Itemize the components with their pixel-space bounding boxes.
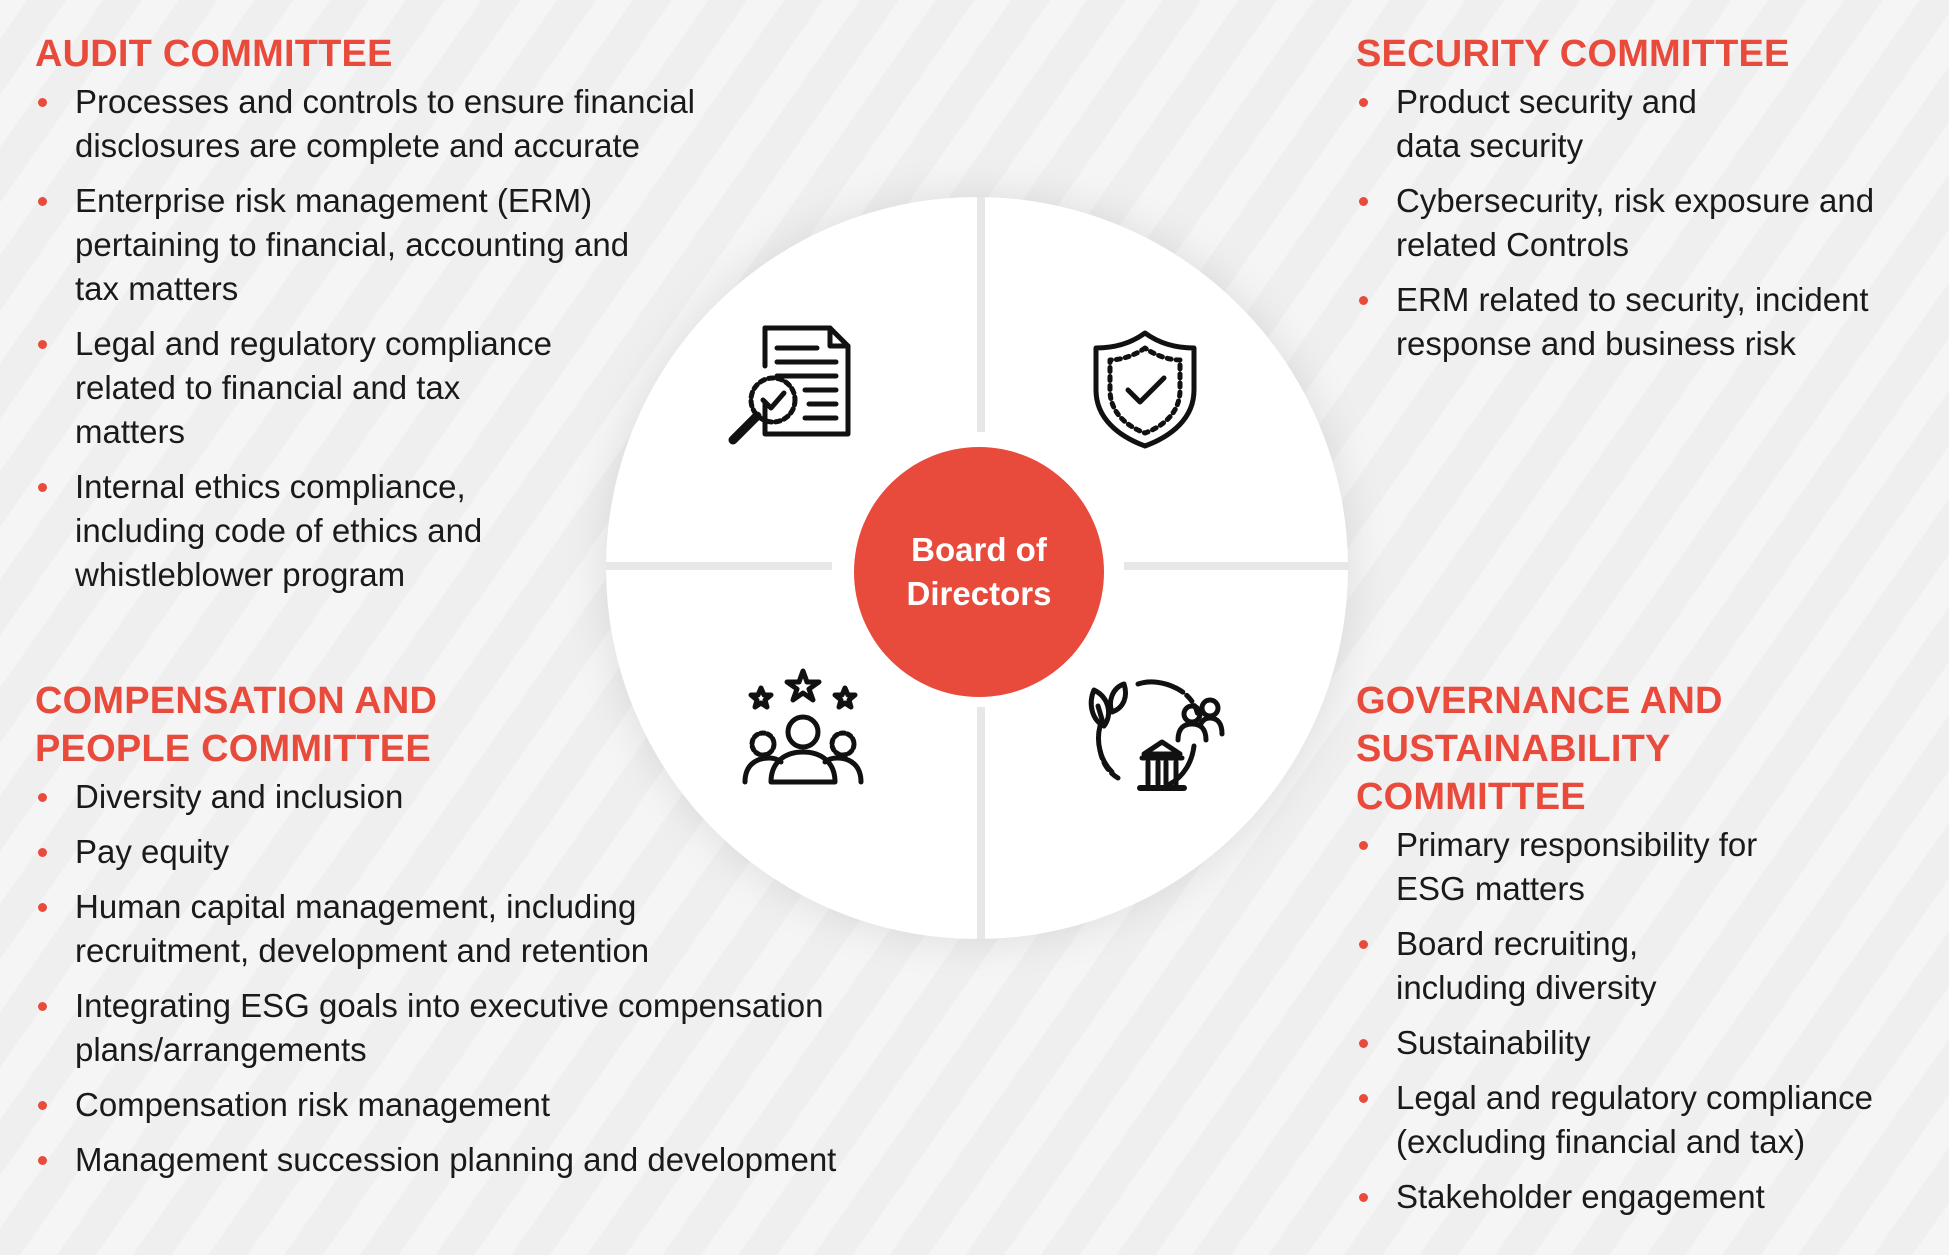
- list-item: Legal and regulatory compliance (excluding financial and tax): [1356, 1076, 1936, 1164]
- list-item: Integrating ESG goals into executive compensation plans/arrangements: [35, 984, 935, 1072]
- sustainability-cycle-icon: [1078, 676, 1228, 802]
- list-item: Cybersecurity, risk exposure and related Controls: [1356, 179, 1936, 267]
- governance-committee-title: GOVERNANCE AND SUSTAINABILITY COMMITTEE: [1356, 680, 1723, 818]
- compensation-committee-title: COMPENSATION AND PEOPLE COMMITTEE: [35, 680, 438, 770]
- list-item: Diversity and inclusion: [35, 775, 935, 819]
- list-item: ERM related to security, incident response and business risk: [1356, 278, 1936, 366]
- audit-committee-title: AUDIT COMMITTEE: [35, 33, 393, 75]
- security-committee-section: [1356, 30, 1936, 377]
- list-item: Primary responsibility for ESG matters: [1356, 823, 1936, 911]
- list-item: Product security and data security: [1356, 80, 1936, 168]
- compensation-committee-list: [35, 775, 935, 1182]
- list-item: Legal and regulatory compliance related to financial and tax matters: [35, 322, 935, 454]
- security-committee-list: [1356, 80, 1936, 366]
- list-item: Management succession planning and development: [35, 1138, 935, 1182]
- list-item: Sustainability: [1356, 1021, 1936, 1065]
- compensation-committee-section: [35, 677, 935, 1193]
- list-item: Internal ethics compliance, including code of ethics and whistleblower program: [35, 465, 935, 597]
- board-of-directors-label: Board of Directors: [906, 531, 1052, 612]
- list-item: Compensation risk management: [35, 1083, 935, 1127]
- list-item: Human capital management, including recruitment, development and retention: [35, 885, 935, 973]
- wheel-divider-right: [1124, 562, 1348, 570]
- list-item: Stakeholder engagement: [1356, 1175, 1936, 1219]
- list-item: Processes and controls to ensure financial disclosures are complete and accurate: [35, 80, 935, 168]
- audit-committee-section: [35, 30, 935, 608]
- wheel-divider-top: [977, 197, 985, 432]
- audit-committee-list: [35, 80, 935, 597]
- governance-committee-section: [1356, 677, 1936, 1230]
- list-item: Board recruiting, including diversity: [1356, 922, 1936, 1010]
- security-committee-title: SECURITY COMMITTEE: [1356, 33, 1790, 75]
- wheel-divider-bottom: [977, 707, 985, 939]
- list-item: Pay equity: [35, 830, 935, 874]
- list-item: Enterprise risk management (ERM) pertaining to financial, accounting and tax matters: [35, 179, 935, 311]
- shield-check-icon: [1090, 328, 1200, 450]
- governance-committee-list: [1356, 823, 1936, 1219]
